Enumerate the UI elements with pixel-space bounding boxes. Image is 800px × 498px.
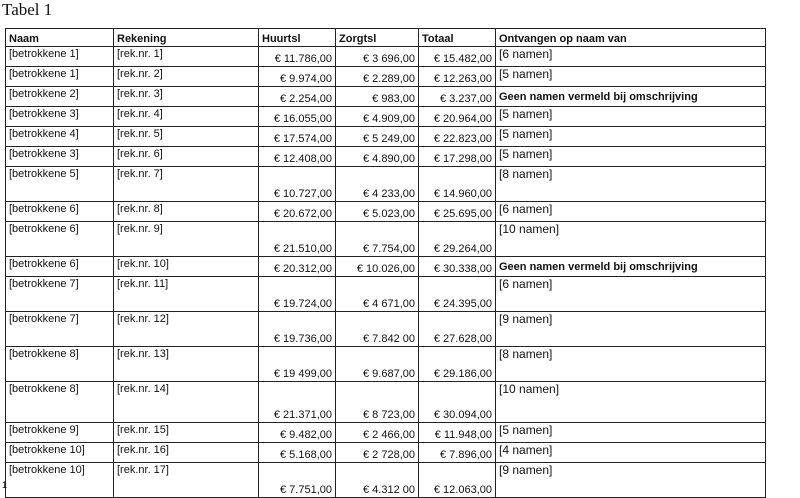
cell-naam: [betrokkene 9] bbox=[6, 423, 114, 443]
table-row bbox=[6, 222, 766, 257]
cell-zorgtsl: € 2 728,00 bbox=[336, 443, 419, 463]
cell-rekening: [rek.nr. 14] bbox=[114, 382, 259, 423]
cell-zorgtsl: € 5.023,00 bbox=[336, 202, 419, 222]
cell-huurtsl: € 19.736,00 bbox=[259, 312, 336, 347]
cell-rekening: [rek.nr. 1] bbox=[114, 47, 259, 67]
cell-rekening: [rek.nr. 6] bbox=[114, 147, 259, 167]
cell-ontvangen: [9 namen] bbox=[496, 463, 766, 498]
cell-zorgtsl: € 9.687,00 bbox=[336, 347, 419, 382]
cell-rekening: [rek.nr. 13] bbox=[114, 347, 259, 382]
table-row bbox=[6, 277, 766, 312]
header-ontvangen: Ontvangen op naam van bbox=[496, 29, 766, 47]
cell-naam: [betrokkene 7] bbox=[6, 277, 114, 312]
cell-naam: [betrokkene 1] bbox=[6, 47, 114, 67]
header-huurtsl: Huurtsl bbox=[259, 29, 336, 47]
cell-totaal: € 22.823,00 bbox=[419, 127, 496, 147]
cell-ontvangen: [8 namen] bbox=[496, 167, 766, 202]
cell-naam: [betrokkene 3] bbox=[6, 107, 114, 127]
cell-naam: [betrokkene 4] bbox=[6, 127, 114, 147]
cell-naam: [betrokkene 1] bbox=[6, 67, 114, 87]
cell-huurtsl: € 9.974,00 bbox=[259, 67, 336, 87]
cell-naam: [betrokkene 2] bbox=[6, 87, 114, 107]
cell-huurtsl: € 9.482,00 bbox=[259, 423, 336, 443]
cell-naam: [betrokkene 8] bbox=[6, 347, 114, 382]
cell-totaal: € 30.094,00 bbox=[419, 382, 496, 423]
cell-totaal: € 11.948,00 bbox=[419, 423, 496, 443]
table-row bbox=[6, 443, 766, 463]
cell-rekening: [rek.nr. 9] bbox=[114, 222, 259, 257]
cell-huurtsl: € 21.510,00 bbox=[259, 222, 336, 257]
cell-huurtsl: € 5.168,00 bbox=[259, 443, 336, 463]
header-row bbox=[6, 29, 766, 47]
cell-naam: [betrokkene 8] bbox=[6, 382, 114, 423]
cell-rekening: [rek.nr. 17] bbox=[114, 463, 259, 498]
header-totaal: Totaal bbox=[419, 29, 496, 47]
cell-huurtsl: € 19.724,00 bbox=[259, 277, 336, 312]
cell-zorgtsl: € 5 249,00 bbox=[336, 127, 419, 147]
cell-totaal: € 14.960,00 bbox=[419, 167, 496, 202]
cell-totaal: € 27.628,00 bbox=[419, 312, 496, 347]
cell-zorgtsl: € 7.754,00 bbox=[336, 222, 419, 257]
cell-totaal: € 17.298,00 bbox=[419, 147, 496, 167]
cell-naam: [betrokkene 3] bbox=[6, 147, 114, 167]
cell-huurtsl: € 21.371,00 bbox=[259, 382, 336, 423]
cell-ontvangen: [10 namen] bbox=[496, 382, 766, 423]
cell-zorgtsl: € 10.026,00 bbox=[336, 257, 419, 277]
header-rekening: Rekening bbox=[114, 29, 259, 47]
table-row bbox=[6, 463, 766, 498]
table-row bbox=[6, 87, 766, 107]
cell-rekening: [rek.nr. 12] bbox=[114, 312, 259, 347]
cell-ontvangen: [4 namen] bbox=[496, 443, 766, 463]
cell-huurtsl: € 17.574,00 bbox=[259, 127, 336, 147]
cell-totaal: € 3.237,00 bbox=[419, 87, 496, 107]
table-row bbox=[6, 257, 766, 277]
cell-naam: [betrokkene 6] bbox=[6, 202, 114, 222]
cell-huurtsl: € 16.055,00 bbox=[259, 107, 336, 127]
cell-huurtsl: € 11.786,00 bbox=[259, 47, 336, 67]
table-row bbox=[6, 382, 766, 423]
cell-huurtsl: € 10.727,00 bbox=[259, 167, 336, 202]
table-row bbox=[6, 67, 766, 87]
cell-zorgtsl: € 2 466,00 bbox=[336, 423, 419, 443]
cell-ontvangen: [5 namen] bbox=[496, 147, 766, 167]
cell-rekening: [rek.nr. 15] bbox=[114, 423, 259, 443]
table-row bbox=[6, 347, 766, 382]
cell-zorgtsl: € 4.890,00 bbox=[336, 147, 419, 167]
cell-ontvangen: [5 namen] bbox=[496, 127, 766, 147]
cell-zorgtsl: € 4 671,00 bbox=[336, 277, 419, 312]
cell-totaal: € 7.896,00 bbox=[419, 443, 496, 463]
cell-naam: [betrokkene 7] bbox=[6, 312, 114, 347]
cell-totaal: € 24.395,00 bbox=[419, 277, 496, 312]
cell-ontvangen: [10 namen] bbox=[496, 222, 766, 257]
cell-rekening: [rek.nr. 8] bbox=[114, 202, 259, 222]
cell-zorgtsl: € 4.312 00 bbox=[336, 463, 419, 498]
cell-naam: [betrokkene 6] bbox=[6, 257, 114, 277]
cell-totaal: € 12.263,00 bbox=[419, 67, 496, 87]
table-body bbox=[6, 47, 766, 498]
table-row bbox=[6, 167, 766, 202]
cell-huurtsl: € 19 499,00 bbox=[259, 347, 336, 382]
cell-totaal: € 12.063,00 bbox=[419, 463, 496, 498]
cell-totaal: € 29.264,00 bbox=[419, 222, 496, 257]
cell-rekening: [rek.nr. 5] bbox=[114, 127, 259, 147]
cell-huurtsl: € 20.672,00 bbox=[259, 202, 336, 222]
cell-naam: [betrokkene 10] bbox=[6, 463, 114, 498]
table-row bbox=[6, 107, 766, 127]
cell-zorgtsl: € 8 723,00 bbox=[336, 382, 419, 423]
page-number: 1 bbox=[2, 480, 8, 490]
cell-zorgtsl: € 7.842 00 bbox=[336, 312, 419, 347]
cell-huurtsl: € 20.312,00 bbox=[259, 257, 336, 277]
cell-zorgtsl: € 3 696,00 bbox=[336, 47, 419, 67]
cell-zorgtsl: € 4.909,00 bbox=[336, 107, 419, 127]
table-row bbox=[6, 47, 766, 67]
table-row bbox=[6, 423, 766, 443]
cell-totaal: € 15.482,00 bbox=[419, 47, 496, 67]
table-row bbox=[6, 147, 766, 167]
cell-rekening: [rek.nr. 11] bbox=[114, 277, 259, 312]
header-naam: Naam bbox=[6, 29, 114, 47]
cell-rekening: [rek.nr. 16] bbox=[114, 443, 259, 463]
cell-rekening: [rek.nr. 7] bbox=[114, 167, 259, 202]
table-title: Tabel 1 bbox=[2, 0, 53, 19]
cell-totaal: € 20.964,00 bbox=[419, 107, 496, 127]
cell-zorgtsl: € 2.289,00 bbox=[336, 67, 419, 87]
cell-ontvangen: Geen namen vermeld bij omschrijving bbox=[496, 87, 766, 107]
cell-ontvangen: [5 namen] bbox=[496, 67, 766, 87]
cell-rekening: [rek.nr. 10] bbox=[114, 257, 259, 277]
cell-totaal: € 25.695,00 bbox=[419, 202, 496, 222]
cell-ontvangen: [8 namen] bbox=[496, 347, 766, 382]
header-zorgtsl: Zorgtsl bbox=[336, 29, 419, 47]
cell-ontvangen: Geen namen vermeld bij omschrijving bbox=[496, 257, 766, 277]
cell-ontvangen: [6 namen] bbox=[496, 47, 766, 67]
cell-ontvangen: [6 namen] bbox=[496, 277, 766, 312]
data-table bbox=[5, 28, 766, 498]
cell-huurtsl: € 12.408,00 bbox=[259, 147, 336, 167]
cell-ontvangen: [5 namen] bbox=[496, 107, 766, 127]
cell-totaal: € 29.186,00 bbox=[419, 347, 496, 382]
cell-huurtsl: € 2.254,00 bbox=[259, 87, 336, 107]
cell-ontvangen: [9 namen] bbox=[496, 312, 766, 347]
cell-ontvangen: [6 namen] bbox=[496, 202, 766, 222]
table-row bbox=[6, 127, 766, 147]
cell-rekening: [rek.nr. 4] bbox=[114, 107, 259, 127]
cell-rekening: [rek.nr. 3] bbox=[114, 87, 259, 107]
cell-totaal: € 30.338,00 bbox=[419, 257, 496, 277]
cell-naam: [betrokkene 10] bbox=[6, 443, 114, 463]
cell-rekening: [rek.nr. 2] bbox=[114, 67, 259, 87]
cell-huurtsl: € 7.751,00 bbox=[259, 463, 336, 498]
cell-zorgtsl: € 983,00 bbox=[336, 87, 419, 107]
cell-ontvangen: [5 namen] bbox=[496, 423, 766, 443]
cell-naam: [betrokkene 5] bbox=[6, 167, 114, 202]
table-row bbox=[6, 202, 766, 222]
cell-zorgtsl: € 4 233,00 bbox=[336, 167, 419, 202]
cell-naam: [betrokkene 6] bbox=[6, 222, 114, 257]
table-row bbox=[6, 312, 766, 347]
